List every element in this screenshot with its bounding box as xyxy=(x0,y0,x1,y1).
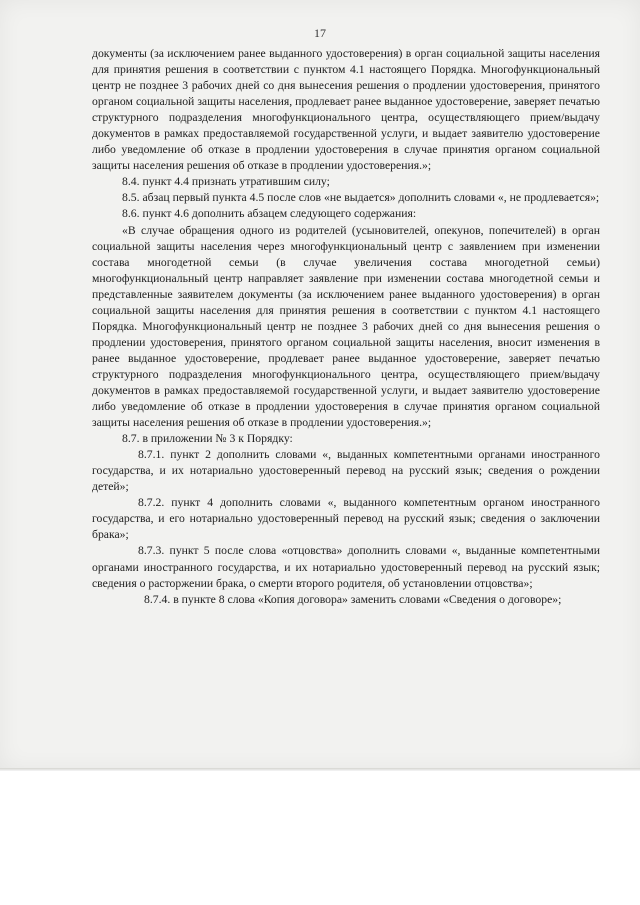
paragraph-quoted-text: «В случае обращения одного из родителей (усыновителей, опекунов, попечителей) в орган социальной защиты населения через многофункциональный центр с заявлением при изменении состава многодетной семьи (в случае увеличения состава многодетной семьи) многофункциональный центр направляет заявление при изменении состава многодетной семьи и представленные заявителем документы (за исключением ранее выданного удостоверения) в орган социальной защиты населения для принятия решения в соответствии с пунктом 4.1 настоящего Порядка. Многофункциональный центр не позднее 3 рабочих дней со дня вынесения решения о продлении удостоверения, принятого органом социальной защиты населения, вносит изменения в ранее выданное удостоверение, продлевает ранее выданное удостоверение, заверяет печатью структурного подразделения многофункционального центра, осуществляющего прием/выдачу документов в рамках предоставляемой государственной услуги, и выдает заявителю удостоверение либо уведомление об отказе в продлении удостоверения в случае принятия органом социальной защиты населения решения об отказе в продлении удостоверения.»; xyxy=(92,223,600,430)
page-edge xyxy=(0,768,640,771)
paragraph-8-7-2: 8.7.2. пункт 4 дополнить словами «, выданного компетентным органом иностранного государства, и его нотариально удостоверенный перевод на русский язык; сведения о заключении брака»; xyxy=(92,496,600,542)
paragraph-8-7-1: 8.7.1. пункт 2 дополнить словами «, выданных компетентными органами иностранного государства, и их нотариально удостоверенный перевод на русский язык; сведения о рождении детей»; xyxy=(92,448,600,494)
paragraph-8-6: 8.6. пункт 4.6 дополнить абзацем следующего содержания: xyxy=(122,207,417,221)
paragraph-8-7-3: 8.7.3. пункт 5 после слова «отцовства» дополнить словами «, выданные компетентными органами иностранного государства, и их нотариально удостоверенный перевод на русский язык; сведения о расторжении брака, о смерти второго родителя, об установлении отцовства»; xyxy=(92,544,600,590)
paragraph-continuation: документы (за исключением ранее выданного удостоверения) в орган социальной защиты населения для принятия решения в соответствии с пунктом 4.1 настоящего Порядка. Многофункциональный центр не позднее 3 рабочих дней со дня вынесения решения о продлении удостоверения, принятого органом социальной защиты населения, продлевает ранее выданное удостоверение, заверяет печатью структурного подразделения многофункционального центра, осуществляющего прием/выдачу документов в рамках предоставляемой государственной услуги, и выдает заявителю удостоверение либо уведомление об отказе в продлении удостоверения в случае принятия органом социальной защиты населения решения об отказе в продлении удостоверения.»; xyxy=(92,47,600,173)
document-body xyxy=(92,46,600,608)
page-number: 17 xyxy=(314,26,326,40)
paragraph-8-7: 8.7. в приложении № 3 к Порядку: xyxy=(122,432,293,446)
paragraph-8-5: 8.5. абзац первый пункта 4.5 после слов «не выдается» дополнить словами «, не продлевается»; xyxy=(122,191,600,205)
paragraph-8-4: 8.4. пункт 4.4 признать утратившим силу; xyxy=(122,175,330,189)
paragraph-8-7-4: 8.7.4. в пункте 8 слова «Копия договора» заменить словами «Сведения о договоре»; xyxy=(144,592,562,606)
